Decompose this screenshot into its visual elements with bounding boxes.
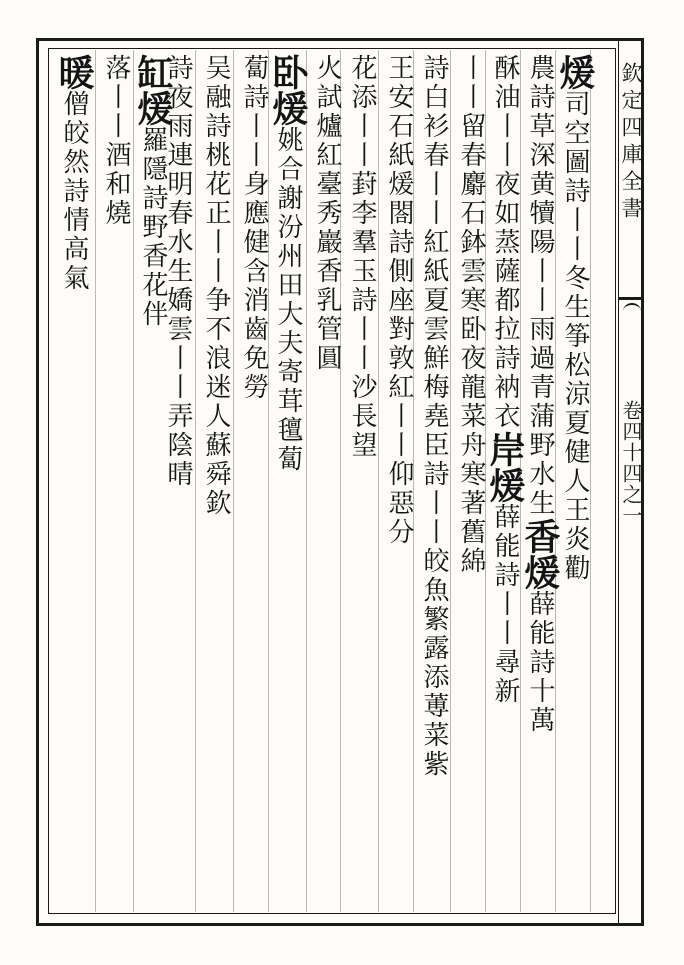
headword: 暖: [53, 54, 95, 90]
text-column-2: [519, 54, 561, 912]
book-title: 欽定四庫全書: [619, 62, 643, 224]
column-text: 蔔詩丨丨身應健含消齒免勞: [239, 54, 269, 402]
text-column-4: [454, 54, 488, 912]
text-column-7: [345, 54, 379, 912]
fold-gutter-rule: [618, 297, 644, 300]
column-text: 火試爐紅: [312, 54, 342, 170]
text-column-13: [132, 54, 174, 912]
fish-tail-mark: [623, 303, 641, 319]
column-text: 皎魚繁露添蒪菜紫: [419, 547, 449, 779]
text-column-11: [199, 54, 233, 912]
headword-an: 岸煖: [484, 431, 526, 503]
column-text: 姚合謝汾州田大夫寄茸氊蔔: [273, 126, 303, 474]
column-text: 臺秀巖香乳管圓: [312, 170, 342, 373]
column-text: 薛能詩丨丨尋新: [490, 503, 520, 706]
column-text: 酥油丨丨夜如蒸薩都拉詩衲衣: [490, 54, 520, 431]
text-column-1: [554, 54, 596, 912]
text-column-15: [53, 54, 95, 912]
headword: 卧煖: [267, 54, 309, 126]
column-text: 落丨丨酒和燒: [101, 54, 131, 228]
column-rule: [133, 50, 134, 912]
column-text: 吴融詩桃花正丨丨争不浪迷人蘇舜欽: [201, 54, 231, 518]
column-text: 菜舟寒著舊綿: [456, 402, 486, 576]
column-text: 薛能詩十萬: [525, 590, 555, 735]
column-rule: [195, 50, 196, 912]
text-column-9: [267, 54, 309, 912]
headword-xiang: 香煖: [519, 518, 561, 590]
column-text: 丨丨留春麝石鉢雲寒卧夜龍: [456, 54, 486, 402]
text-column-6: [382, 54, 416, 912]
volume-label: 卷四十四之一: [619, 400, 643, 526]
text-column-14: [99, 54, 133, 912]
headword: 煖: [554, 54, 596, 90]
text-column-10: [237, 54, 271, 912]
column-text: 農詩草深黄犢陽丨丨雨過青蒲野水生: [525, 54, 555, 518]
column-text: 王安石紙煖閤詩側座對敦紅丨丨仰惡分: [384, 54, 414, 547]
column-rule: [306, 50, 307, 912]
column-text: 詩白衫春丨丨紅紙夏雲鮮梅堯臣詩丨丨: [419, 54, 449, 547]
column-text: 羅隱詩野香花伴: [138, 126, 168, 329]
text-column-5: [417, 54, 451, 912]
column-text: 司空圖詩丨丨冬生筝松涼夏健人王炎勸: [560, 90, 590, 583]
column-text: 李羣玉詩丨丨沙長望: [347, 199, 377, 460]
column-text: 僧皎然詩情高氣: [59, 90, 89, 293]
column-text: 花添丨丨葑: [347, 54, 377, 199]
column-rule: [233, 50, 234, 912]
headword: 缸煖: [132, 54, 174, 126]
text-column-8: [310, 54, 344, 912]
text-column-3: [484, 54, 526, 912]
column-rule: [95, 50, 96, 912]
column-text: 詩夜雨連明春水生嬌雲丨丨弄陰晴: [163, 54, 193, 489]
